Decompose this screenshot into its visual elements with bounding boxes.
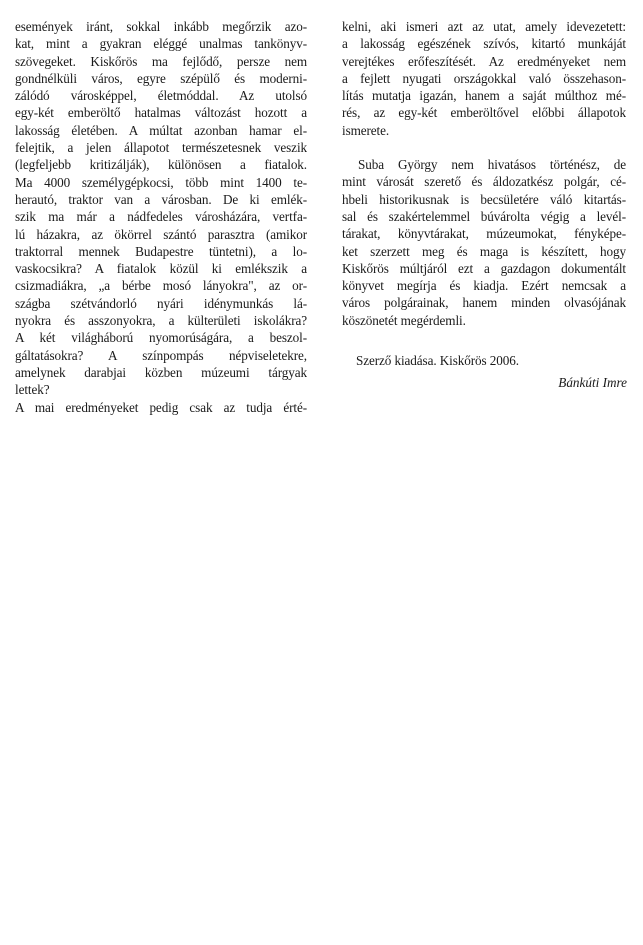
text-line: kelni, aki ismeri azt az utat, amely idevezetett: [342,19,626,34]
text-line: rés, az egy-két emberöltővel előbbi állapotok [342,105,626,121]
left-text-column [15,18,307,416]
text-line: Ma 4000 személygépkocsi, több mint 1400 te- [15,174,307,190]
text-line: könyvet megírja és kiadja. Ezért nemcsak a [342,278,626,294]
right-text-column [342,18,626,369]
text-line: lakosság életében. A múltat azonban hamar el- [15,122,307,138]
text-line: nyokra és asszonyokra, a külterületi iskolákra? [15,313,307,329]
text-line: felejtik, a jelen állapotot természetesnek veszik [15,140,307,156]
text-line: mint városát szerető és áldozatkész polgár, cé- [342,174,626,190]
paragraph-continued [342,18,626,139]
author-signature: Bánkúti Imre [558,375,627,390]
text-line: szik ma már a nádfedeles városházára, vertfa- [15,209,307,225]
text-line: zálódó városképpel, életmóddal. Az utolsó [15,88,307,104]
text-line: herautó, traktor van a városban. De ki emlék- [15,191,307,207]
text-line: verejtékes erőfeszítését. Az eredményeket nem [342,53,626,69]
publisher-line: Szerző kiadása. Kiskőrös 2006. [356,353,519,369]
text-line: A mai eredményeket pedig csak az tudja érté- [15,399,307,415]
text-line: tárakat, könyvtárakat, múzeumokat, fényképe- [342,226,626,242]
text-line: gondnélküli város, egyre szépülő és moderni- [15,70,307,86]
paragraph-gap [342,139,626,156]
text-line: szágba szétvándorló nyári idénymunkás lá- [15,295,307,311]
text-line: csizmadiákra, „a bérbe mosó lányokra", az or- [15,278,307,294]
text-line: (legfeljebb kritizálják), különösen a fiatalok. [15,157,307,173]
text-line: egy-két emberöltő hatalmas változást hozott a [15,105,307,121]
text-line: hbeli historikusnak is becsületére váló kitartás- [342,191,626,207]
text-line: szövegeket. Kiskőrös ma fejlődő, persze nem [15,53,307,69]
text-line: Suba György nem hivatásos történész, de [358,157,626,173]
text-line: ismerete. [342,122,390,138]
text-line: a fejlett nyugati országokkal való összehason- [342,70,626,86]
text-line: ket szerzett meg és maga is készített, hogy [342,243,626,259]
paragraph-gap [342,329,626,346]
text-line: lítás mutatja igazán, hanem a saját múlthoz mé- [342,88,626,104]
text-line: traktorral mennek Budapestre tüntetni), a lo- [15,243,307,259]
text-line: gáltatásokra? A színpompás népviseletekre, [15,347,307,363]
text-line: lettek? [15,382,50,398]
text-line: vaskocsikra? A fiatalok közül ki emlékszik a [15,261,307,277]
text-line: Kiskőrös múltjáról ezt a gazdagon dokumentált [342,260,626,276]
text-line: köszönetét megérdemli. [342,312,466,328]
text-line: a lakosság egészének szívós, kitartó munkáját [342,36,626,52]
text-line: kat, mint a gyakran eléggé unalmas tankönyv- [15,36,307,52]
text-line: lú házakra, az ökörrel szántó parasztra (amikor [15,226,307,242]
paragraph-author-note [342,156,626,329]
text-line: város polgárainak, hanem minden olvasójának [342,295,626,311]
text-line: A két világháború nyomorúságára, a beszol- [15,330,307,346]
text-line: események iránt, sokkal inkább megőrzik azo- [15,19,307,34]
text-line: sal és szakértelemmel búvárolta végig a levél- [342,208,626,224]
text-line: amelynek darabjai közben múzeumi tárgyak [15,364,307,380]
